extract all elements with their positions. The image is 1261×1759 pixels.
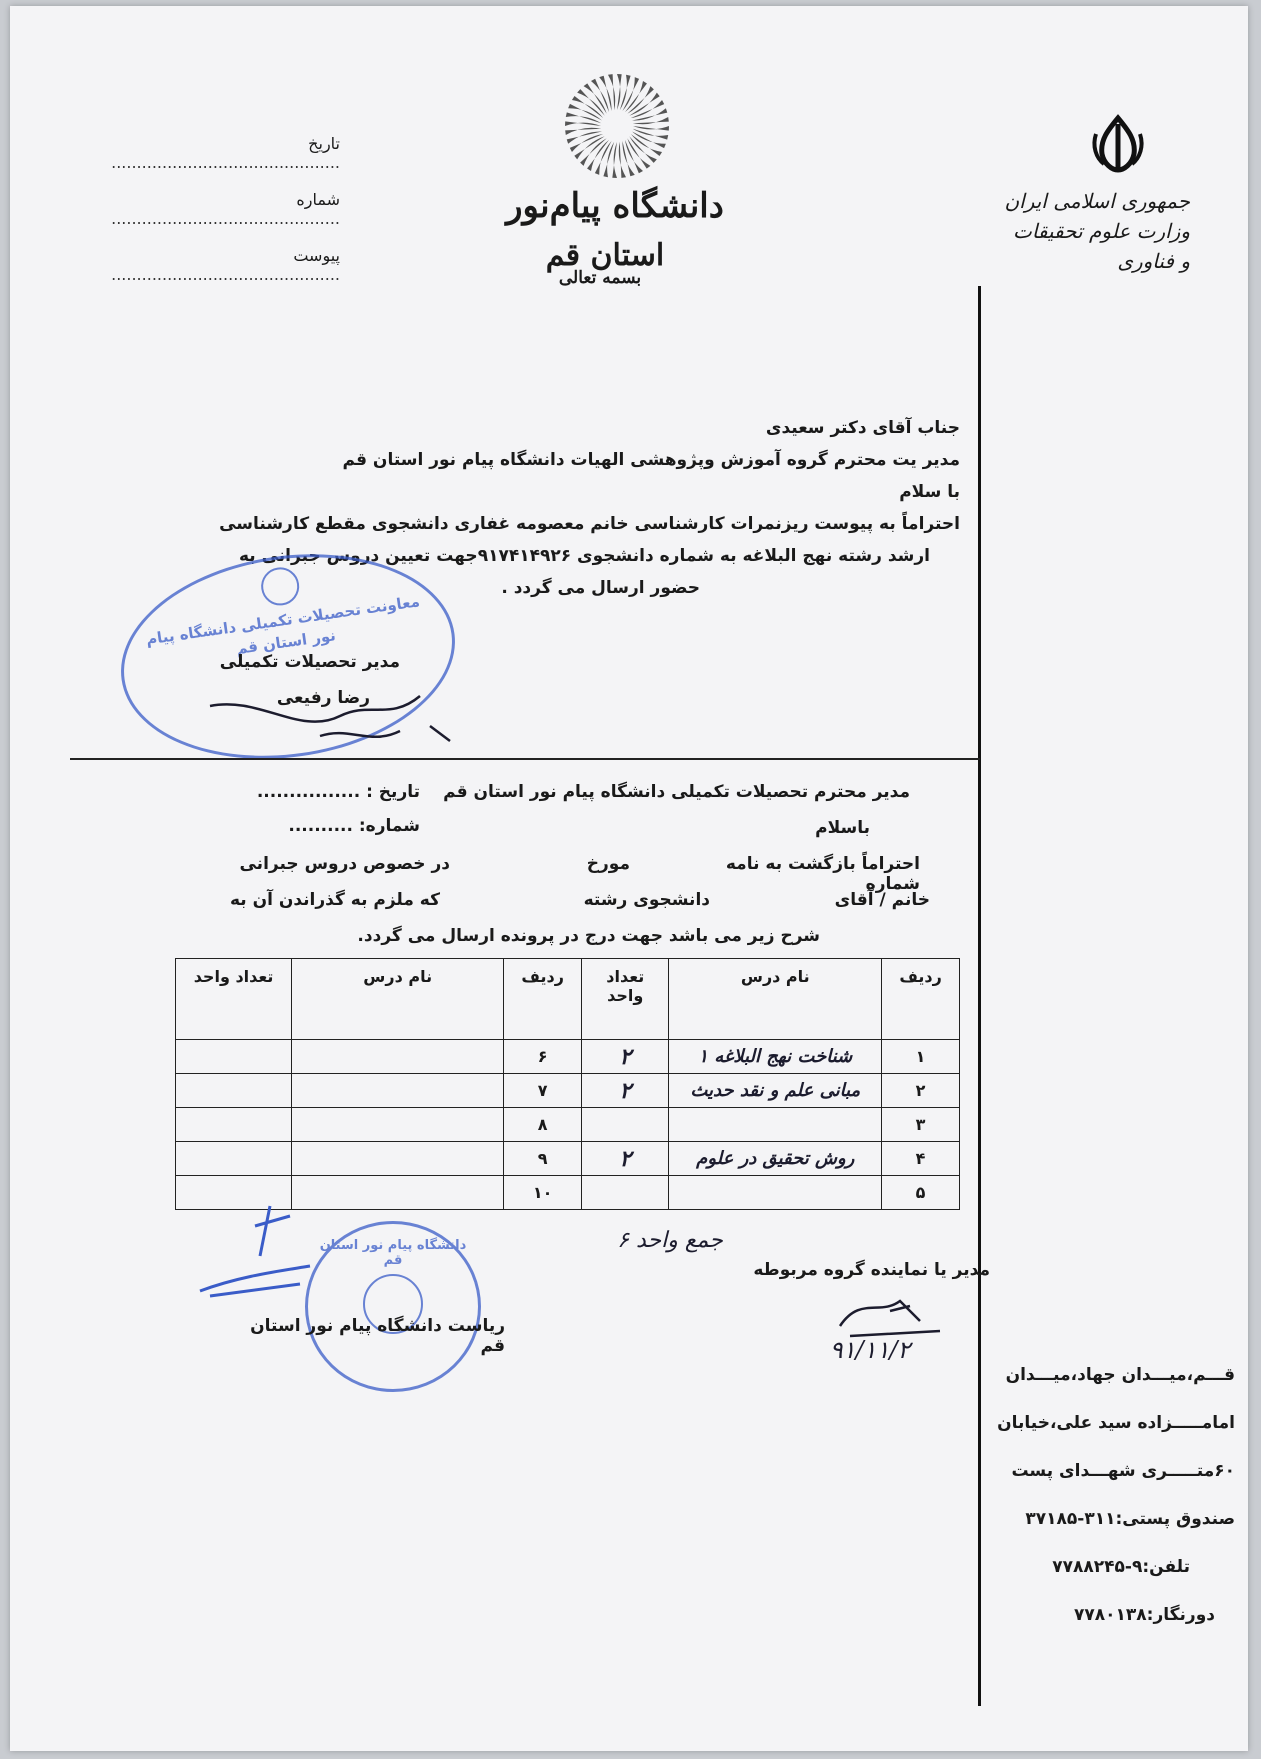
reply-regarding: در خصوص دروس جبرانی (239, 854, 450, 874)
reply-addressee: مدیر محترم تحصیلات تکمیلی دانشگاه پیام نور استان قم (443, 782, 910, 802)
row-number: ۶ (504, 1040, 582, 1074)
course-units (176, 1074, 292, 1108)
col-header-course-name: نام درس (669, 959, 882, 1040)
logo-ray (603, 142, 614, 177)
number-label: شماره (296, 190, 340, 209)
logo-ray (633, 117, 669, 124)
courses-table (175, 958, 960, 1210)
course-name (292, 1040, 504, 1074)
logo-ray (632, 108, 667, 120)
logo-ray (622, 141, 634, 176)
row-number: ۵ (882, 1176, 960, 1210)
table-row (176, 1108, 960, 1142)
row-number: ۹ (504, 1142, 582, 1176)
row-number: ۱ (882, 1040, 960, 1074)
body-line-2: ارشد رشته نهج البلاغه به شماره دانشجوی ۹۱۷۴۱۴۹۲۶جهت تعیین دروس جبرانی به (238, 546, 930, 566)
logo-ray (633, 129, 668, 140)
row-number: ۸ (504, 1108, 582, 1142)
table-row (176, 1074, 960, 1108)
province-title: استان قم (545, 238, 665, 273)
section-divider (70, 758, 980, 760)
table-row (176, 1142, 960, 1176)
sign-date: ۹۱/۱۱/۲ (829, 1336, 911, 1364)
logo-ray (599, 76, 611, 111)
iran-emblem-icon (1090, 114, 1146, 174)
row-number: ۷ (504, 1074, 582, 1108)
reply-return-text: احتراماً بازگشت به نامه شماره (725, 854, 920, 894)
logo-ray (567, 131, 602, 143)
logo-ray (566, 112, 601, 123)
course-units (582, 1108, 669, 1142)
course-name: مبانی علم و نقد حدیث (669, 1074, 882, 1108)
address-line-4: صندوق پستی:۳۱۱-۳۷۱۸۵ (1025, 1509, 1235, 1529)
logo-ray (591, 79, 609, 112)
course-name (292, 1074, 504, 1108)
col-header-course-name-2: نام درس (292, 959, 504, 1040)
reply-dated: مورخ (586, 854, 630, 874)
reply-description: شرح زیر می باشد جهت درج در پرونده ارسال می گردد. (357, 926, 820, 946)
margin-divider (978, 286, 981, 1706)
logo-ray (570, 134, 603, 152)
course-units (582, 1176, 669, 1210)
address-line-2: امامـــــزاده سید علی،خیابان (997, 1413, 1235, 1433)
payam-noor-logo-icon (562, 71, 672, 181)
logo-ray (633, 126, 669, 131)
body-line-1: احتراماً به پیوست ریزنمرات کارشناسی خانم معصومه غفاری دانشجوی مقطع کارشناسی (219, 514, 960, 534)
course-units: ۲ (582, 1040, 669, 1074)
course-name: شناخت نهج البلاغه ۱ (669, 1040, 882, 1074)
greeting-line: با سلام (899, 482, 960, 502)
attachment-field: پیوست ............................................. (111, 246, 340, 284)
stamp-logo-icon (259, 565, 302, 608)
body-line-3: حضور ارسال می گردد . (501, 578, 700, 598)
col-header-row-number-2: ردیف (504, 959, 582, 1040)
logo-ray (565, 128, 601, 135)
logo-ray (620, 75, 631, 110)
government-label (1000, 186, 1190, 276)
logo-ray (629, 93, 659, 116)
logo-ray (619, 142, 626, 178)
course-name (669, 1176, 882, 1210)
reply-student-of: دانشجوی رشته (583, 890, 710, 910)
signer-title: مدیر تحصیلات تکمیلی (219, 652, 400, 672)
address-line-1: قـــم،میـــدان جهاد،میـــدان (1005, 1365, 1235, 1385)
recipient-title-line: مدیر یت محترم گروه آموزش وپژوهشی الهیات دانشگاه پیام نور استان قم (342, 450, 960, 470)
col-header-units: تعداد واحد (582, 959, 669, 1040)
row-number: ۲ (882, 1074, 960, 1108)
logo-ray (584, 83, 607, 113)
reply-madam-sir: خانم / آقای (834, 890, 930, 910)
number-field: شماره ............................................. (111, 190, 340, 228)
reply-obliged: که ملزم به گذراندن آن به (229, 890, 440, 910)
ministry-name: وزارت علوم تحقیقات و فناوری (1012, 219, 1190, 273)
letter-page (10, 6, 1248, 1751)
reply-number-field: شماره: .......... (288, 816, 420, 836)
logo-ray (617, 74, 622, 110)
course-name (669, 1108, 882, 1142)
logo-ray (631, 100, 664, 118)
signer-name: رضا رفیعی (276, 688, 370, 708)
phone-line: تلفن:۹-۷۷۸۸۲۴۵ (1052, 1557, 1190, 1577)
logo-ray (612, 142, 617, 178)
table-row (176, 1040, 960, 1074)
government-name: جمهوری اسلامی ایران (1004, 189, 1190, 213)
table-header-row (176, 959, 960, 1040)
attachment-label: پیوست (293, 246, 340, 265)
logo-ray (627, 138, 650, 168)
course-name (292, 1108, 504, 1142)
course-units: ۲ (582, 1074, 669, 1108)
stamp1-text: معاونت تحصیلات تکمیلی دانشگاه پیام نور استان قم (144, 592, 421, 659)
logo-ray (625, 140, 643, 173)
signature-1 (200, 666, 460, 756)
bismillah-text: بسمه تعالی (558, 268, 642, 288)
university-title: دانشگاه پیام‌نور (506, 186, 724, 226)
course-units (176, 1040, 292, 1074)
row-number: ۴ (882, 1142, 960, 1176)
group-rep-label: مدیر یا نماینده گروه مربوطه (753, 1260, 990, 1280)
col-header-row-number: ردیف (882, 959, 960, 1040)
address-line-3: ۶۰متـــــری شهـــدای پست (1011, 1461, 1235, 1481)
course-name: روش تحقیق در علوم (669, 1142, 882, 1176)
reply-greeting: باسلام (815, 818, 870, 838)
course-units (176, 1142, 292, 1176)
presidency-label: ریاست دانشگاه پیام نور استان قم (250, 1316, 505, 1356)
signature-3 (180, 1196, 320, 1306)
reply-date-field: تاریخ : ................ (256, 782, 420, 802)
date-label: تاریخ (308, 134, 340, 153)
address-block (985, 1351, 1235, 1639)
date-field: تاریخ ............................................. (111, 134, 340, 172)
logo-ray (574, 136, 604, 159)
col-header-units-2: تعداد واحد (176, 959, 292, 1040)
logo-ray (608, 74, 615, 110)
total-units-note: جمع واحد ۶ (617, 1228, 723, 1253)
stamp2-text: دانشگاه پیام نور استان قم (319, 1238, 467, 1268)
row-number: ۳ (882, 1108, 960, 1142)
fax-line: دورنگار:۷۷۸۰۱۳۸ (1074, 1605, 1215, 1625)
course-units: ۲ (582, 1142, 669, 1176)
course-name (292, 1176, 504, 1210)
course-name (292, 1142, 504, 1176)
course-units (176, 1108, 292, 1142)
row-number: ۱۰ (504, 1176, 582, 1210)
logo-ray (565, 121, 601, 126)
university-stamp (305, 1221, 481, 1392)
recipient-line: جناب آقای دکتر سعیدی (765, 418, 960, 438)
